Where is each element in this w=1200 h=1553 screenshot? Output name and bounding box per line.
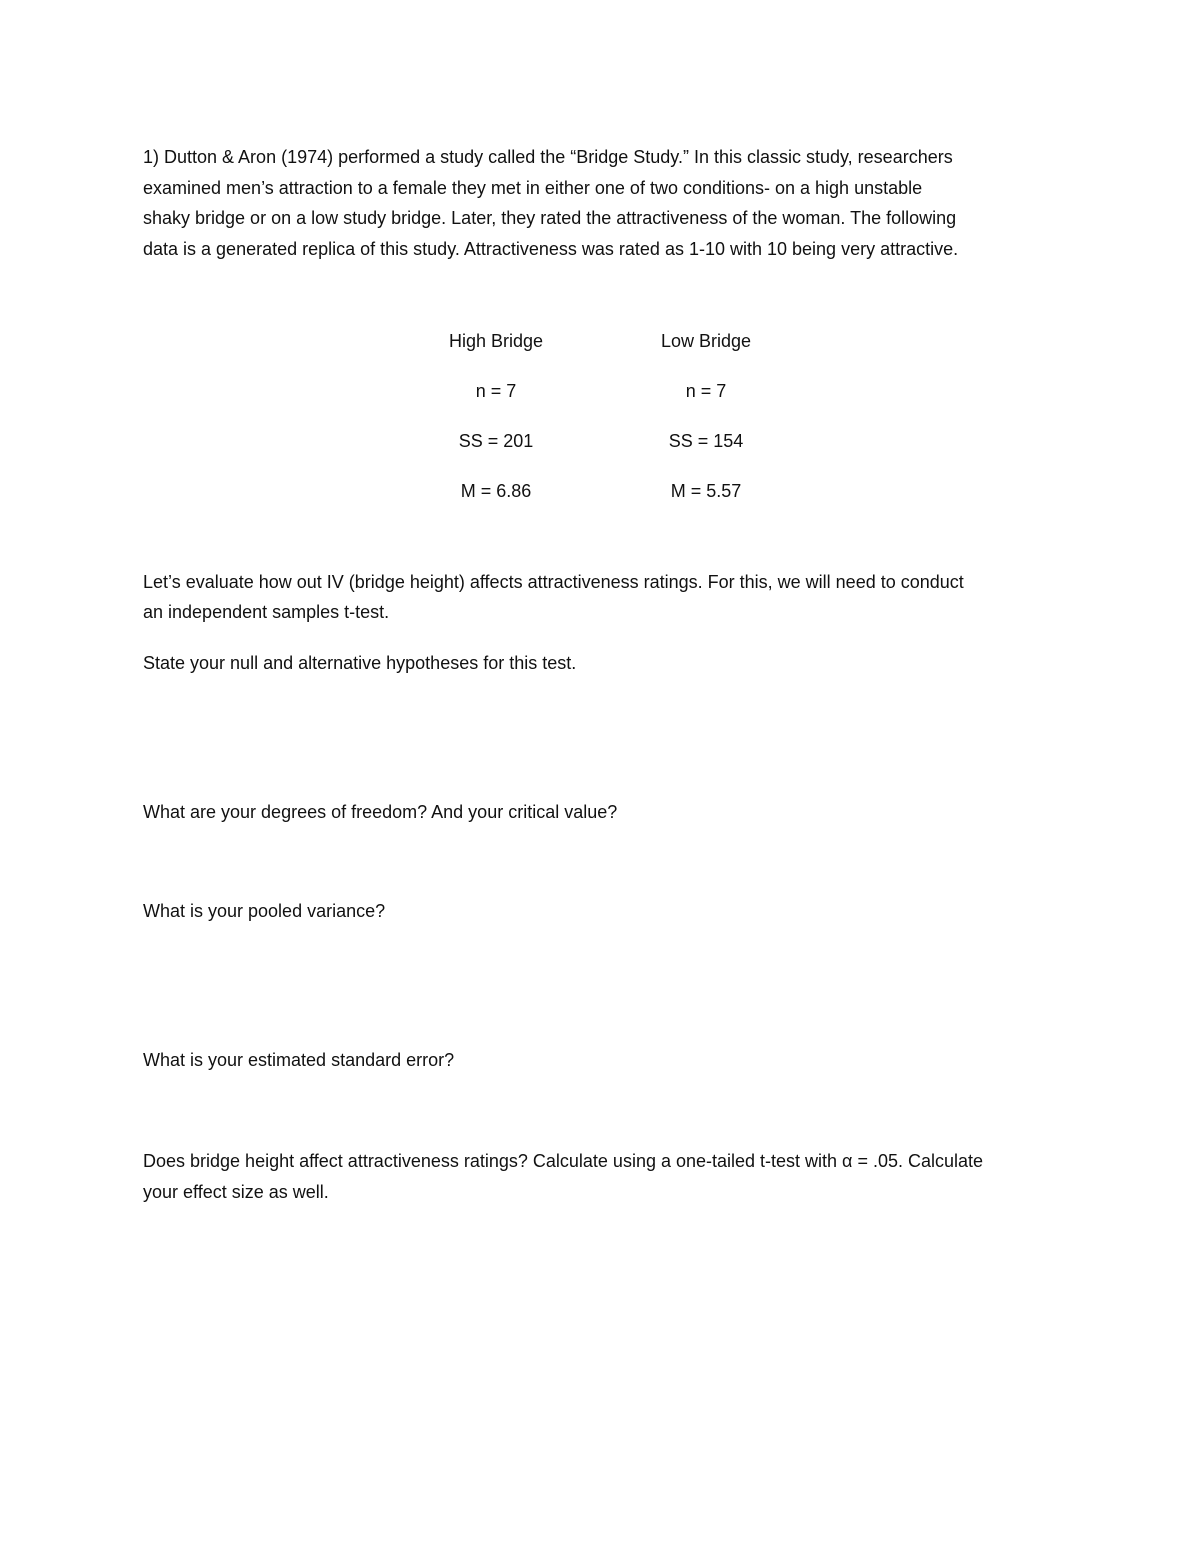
question-pooled-variance: What is your pooled variance? [143, 901, 386, 921]
question-standard-error: What is your estimated standard error? [143, 1050, 455, 1070]
question-hypotheses: State your null and alternative hypotheses for this test. [143, 653, 577, 673]
low-bridge-n: n = 7 [685, 381, 727, 401]
evaluate-line: an independent samples t-test. [143, 602, 390, 622]
low-bridge-mean: M = 5.57 [670, 481, 742, 501]
intro-line: examined men’s attraction to a female they met in either one of two conditions- on a high unstable [143, 177, 923, 198]
high-bridge-header: High Bridge [448, 331, 544, 351]
intro-paragraph [143, 142, 1063, 264]
intro-line: 1) Dutton & Aron (1974) performed a study called the “Bridge Study.” In this classic study, researchers [143, 147, 953, 167]
evaluate-line: Let’s evaluate how out IV (bridge height) affects attractiveness ratings. For this, we will need to conduct [143, 572, 964, 592]
low-bridge-header: Low Bridge [660, 331, 752, 351]
intro-line: data is a generated replica of this study. Attractiveness was rated as 1-10 with 10 being very attractive. [143, 238, 959, 259]
high-bridge-ss: SS = 201 [458, 431, 534, 451]
question-t-test: Does bridge height affect attractiveness ratings? Calculate using a one-tailed t-test with α = .05. Calculate [143, 1151, 984, 1171]
low-bridge-ss: SS = 154 [668, 431, 744, 451]
high-bridge-n: n = 7 [475, 381, 517, 401]
question-degrees-of-freedom: What are your degrees of freedom? And your critical value? [143, 802, 618, 822]
intro-line: shaky bridge or on a low study bridge. Later, they rated the attractiveness of the woman. The following [143, 208, 957, 228]
high-bridge-mean: M = 6.86 [460, 481, 532, 501]
question-t-test: your effect size as well. [143, 1182, 329, 1202]
